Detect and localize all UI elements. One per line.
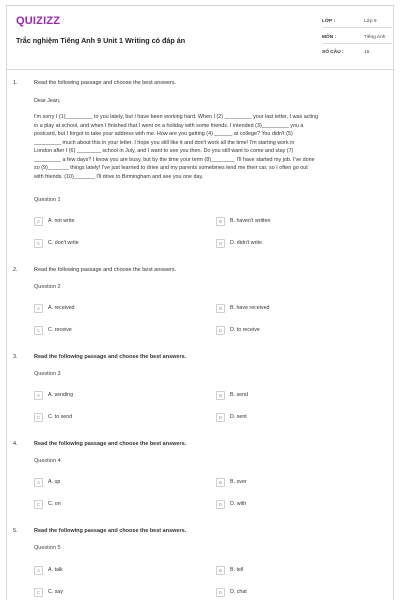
option-text: D. to receive: [230, 327, 260, 333]
option-letter-box: A: [34, 566, 43, 575]
passage-line: in a play at school, and when I finished that I went on a holiday with some friends. I intended (3)_________ you a: [34, 122, 304, 129]
option-letter-box: A: [34, 304, 43, 313]
question-number: 5.: [13, 528, 18, 534]
option-text: A. up: [48, 479, 61, 485]
passage-line: _________ much about this in your letter. I hope you still like it and don't work all the time! I'm starting work in: [34, 139, 295, 146]
option-letter-box: C: [34, 239, 43, 248]
question-instruction: Read the following passage and choose the best answers.: [34, 441, 187, 447]
option-text: D. with: [230, 501, 247, 507]
meta-divider: [322, 27, 392, 28]
option-letter-box: C: [34, 500, 43, 509]
question-label: Question 1: [34, 197, 61, 203]
passage-line: postcard, but I forgot to take your address with me. How are you getting (4) ______ at college? You didn't (5): [34, 131, 293, 137]
worksheet-header: [7, 6, 395, 70]
passage-line: _________ a few days? I know you are busy, but by the time your term (8)________ I'll have started my job. I've done: [34, 156, 315, 163]
document-title: Trắc nghiệm Tiếng Anh 9 Unit 1 Writing có đáp án: [16, 36, 186, 45]
meta-divider: [322, 43, 392, 44]
question-label: Question 4: [34, 458, 61, 464]
option-letter-box: C: [34, 326, 43, 335]
meta-subject-key: MÔN :: [322, 35, 337, 40]
passage-line: I'm sorry I (1)_________ to you lately, but I have been working hard. When I (2) _________ your last letter, I was acting: [34, 114, 319, 120]
option-text: B. have received: [230, 305, 270, 311]
question-number: 3.: [13, 354, 18, 360]
question-instruction: Read the following passage and choose the best answers.: [34, 354, 187, 360]
question-number: 2.: [13, 267, 18, 273]
option-text: C. to send: [48, 414, 73, 420]
worksheet-page: [6, 5, 394, 600]
meta-count-key: SỐ CÂU :: [322, 50, 344, 55]
passage-line: with friends. (10)_______ I'll drive to Birmingham and see you one day.: [34, 173, 204, 180]
meta-grade-value: Lớp 9: [364, 19, 377, 24]
option-text: D. sent: [230, 414, 247, 420]
question-number: 1.: [13, 80, 18, 86]
question-number: 4.: [13, 441, 18, 447]
option-text: B. over: [230, 479, 247, 485]
option-letter-box: C: [34, 413, 43, 422]
meta-count-value: 15: [364, 50, 370, 55]
option-text: A. not write: [48, 218, 75, 224]
passage-line: so (9)_______ things lately! I've just learned to drive and my parents sometimes lend me their car, so I often go out: [34, 165, 308, 171]
option-text: B. send: [230, 392, 248, 398]
option-letter-box: B: [216, 391, 225, 400]
option-text: C. receive: [48, 327, 72, 333]
passage-line: London after I (6) ________ school in July, and I want to see you then. Do you still want to come and stay (7): [34, 148, 294, 154]
quizizz-logo: [16, 15, 60, 27]
option-text: C. say: [48, 589, 64, 595]
option-letter-box: D: [216, 413, 225, 422]
option-letter-box: B: [216, 566, 225, 575]
option-text: D. didn't write: [230, 240, 262, 246]
option-text: D. chat: [230, 589, 247, 595]
question-label: Question 2: [34, 284, 61, 290]
question-label: Question 3: [34, 371, 61, 377]
option-letter-box: B: [216, 478, 225, 487]
question-instruction: Read the following passage and choose the best answers.: [34, 528, 187, 534]
meta-grade-key: LỚP :: [322, 19, 336, 24]
option-text: C. on: [48, 501, 61, 507]
option-letter-box: A: [34, 217, 43, 226]
option-text: C. don't write: [48, 240, 79, 246]
option-letter-box: C: [34, 588, 43, 597]
logo-text: QUIZIZZ: [16, 15, 61, 27]
option-text: A. received: [48, 305, 75, 311]
question-instruction: Read the following passage and choose the best answers.: [34, 267, 177, 273]
option-text: B. haven't written: [230, 218, 271, 224]
option-letter-box: D: [216, 239, 225, 248]
question-instruction: Read the following passage and choose the best answers.: [34, 80, 177, 86]
meta-subject-value: Tiếng Anh: [364, 35, 386, 40]
option-letter-box: B: [216, 304, 225, 313]
question-label: Question 5: [34, 545, 61, 551]
passage-greeting: Dear Jean,: [34, 98, 61, 104]
option-letter-box: D: [216, 500, 225, 509]
option-text: A. sending: [48, 392, 74, 398]
option-text: A. talk: [48, 567, 63, 573]
option-letter-box: D: [216, 588, 225, 597]
option-letter-box: A: [34, 478, 43, 487]
option-letter-box: D: [216, 326, 225, 335]
option-letter-box: B: [216, 217, 225, 226]
option-text: B. tell: [230, 567, 244, 573]
option-letter-box: A: [34, 391, 43, 400]
